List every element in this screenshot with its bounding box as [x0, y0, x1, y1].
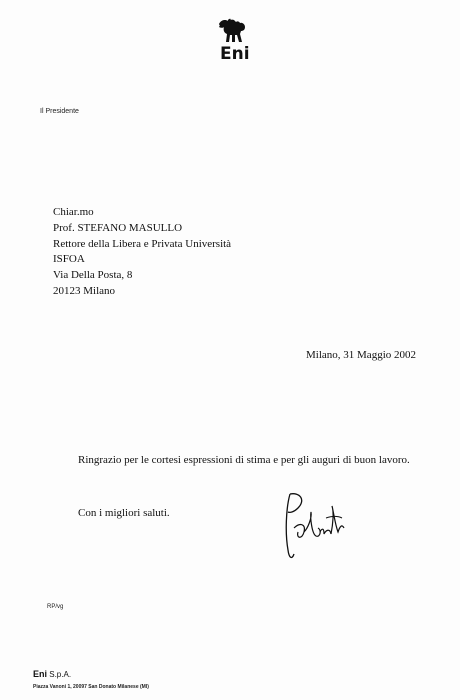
address-line: Via Della Posta, 8 — [53, 269, 133, 282]
address-line: Rettore della Libera e Privata Università — [53, 237, 232, 250]
footer-company — [33, 669, 71, 679]
brand-name: Eni — [220, 44, 250, 64]
letter-date: Milano, 31 Maggio 2002 — [306, 349, 416, 361]
reference-initials: RP/vg — [47, 604, 64, 610]
address-line: Prof. STEFANO MASULLO — [53, 221, 183, 234]
recipient-address-block — [53, 205, 231, 300]
letter-body-paragraph: Ringrazio per le cortesi espressioni di stima e per gli auguri di buon lavoro. — [78, 454, 410, 466]
handwritten-signature — [276, 488, 348, 568]
footer-address: Piazza Vanoni 1, 20097 San Donato Milanese (MI) — [33, 684, 149, 690]
footer-company-name: Eni — [33, 669, 48, 679]
address-line: Chiar.mo — [53, 206, 94, 218]
address-line: 20123 Milano — [53, 284, 116, 297]
sender-title: Il Presidente — [40, 108, 79, 115]
address-line: ISFOA — [53, 253, 85, 266]
dog-logo-graphic — [216, 18, 250, 44]
letter-closing: Con i migliori saluti. — [78, 507, 170, 519]
footer-company-suffix: S.p.A. — [49, 670, 72, 679]
